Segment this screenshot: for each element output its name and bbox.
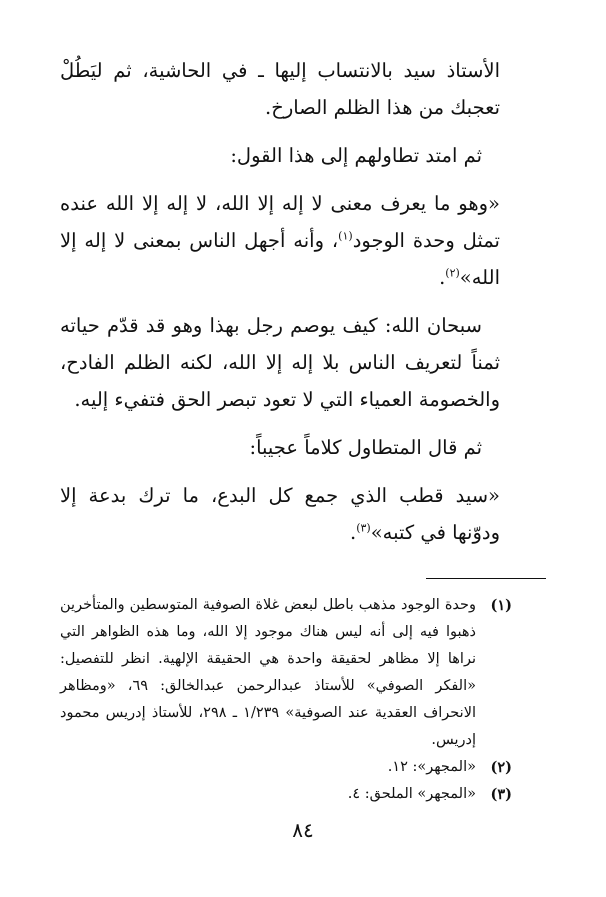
footnote-ref: (١) <box>338 229 353 243</box>
punctuation: . <box>439 266 446 289</box>
paragraph-comment <box>60 307 500 418</box>
footnote-divider <box>426 578 546 579</box>
paragraph-text: سبحان الله: كيف يوصم رجل بهذا وهو قد قدّم حياته ثمناً لتعريف الناس بلا إله إلا الله، لكنه الظلم الفادح، والخصومة العمياء التي لا تعود تبصر الحق فتفيء إليه. <box>60 314 500 411</box>
footnote-text: وحدة الوجود مذهب باطل لبعض غلاة الصوفية المتوسطين والمتأخرين ذهبوا فيه إلى أنه ليس هناك موجود إلا الله، وما هذه الظواهر التي نراها إلا مظاهر لحقيقة واحدة هي الحقيقة الإلهية. انظر للتفصيل: «الفكر الصوفي» للأستاذ عبدالرحمن عبدالخالق: ٦٩، «ومظاهر الانحراف العقدية عند الصوفية» ١/٢٣٩ ـ ٢٩٨، للأستاذ إدريس محمود إدريس. <box>60 597 477 748</box>
quote-text: «سيد قطب الذي جمع كل البدع، ما ترك بدعة إلا ودوّنها في كتبه» <box>60 484 500 544</box>
paragraph-intro-quote-1 <box>60 137 500 174</box>
footnote-text: «المجهر»: ١٢. <box>387 759 476 775</box>
footnote-text: «المجهر» الملحق: ٤. <box>347 786 476 802</box>
footnote-ref: (٣) <box>356 521 371 535</box>
footnote-number: (٣) <box>490 786 512 803</box>
quote-1 <box>60 185 500 296</box>
paragraph-text: ثم قال المتطاول كلاماً عجيباً: <box>249 436 482 459</box>
main-text <box>60 52 500 551</box>
paragraph-text: ثم امتد تطاولهم إلى هذا القول: <box>230 144 482 167</box>
page-number: ٨٤ <box>292 818 314 842</box>
paragraph-continuation <box>60 52 500 126</box>
footnote-ref: (٢) <box>445 266 460 280</box>
footnote-item <box>60 592 512 754</box>
footnotes <box>60 592 512 808</box>
paragraph-text: الأستاذ سيد بالانتساب إليها ـ في الحاشية، ثم ليَطُلْ تعجبك من هذا الظلم الصارخ. <box>60 59 500 119</box>
paragraph-intro-quote-2 <box>60 429 500 466</box>
footnote-number: (١) <box>490 597 512 614</box>
quote-text: ، وأنه أجهل الناس بمعنى لا إله إلا الله» <box>60 229 500 289</box>
quote-text: «وهو ما يعرف معنى لا إله إلا الله، لا إله إلا الله عنده تمثل وحدة الوجود <box>60 192 500 252</box>
footnote-number: (٢) <box>490 759 512 776</box>
quote-2 <box>60 477 500 551</box>
punctuation: . <box>349 521 357 544</box>
footnote-item <box>60 781 512 808</box>
footnote-item <box>60 754 512 781</box>
